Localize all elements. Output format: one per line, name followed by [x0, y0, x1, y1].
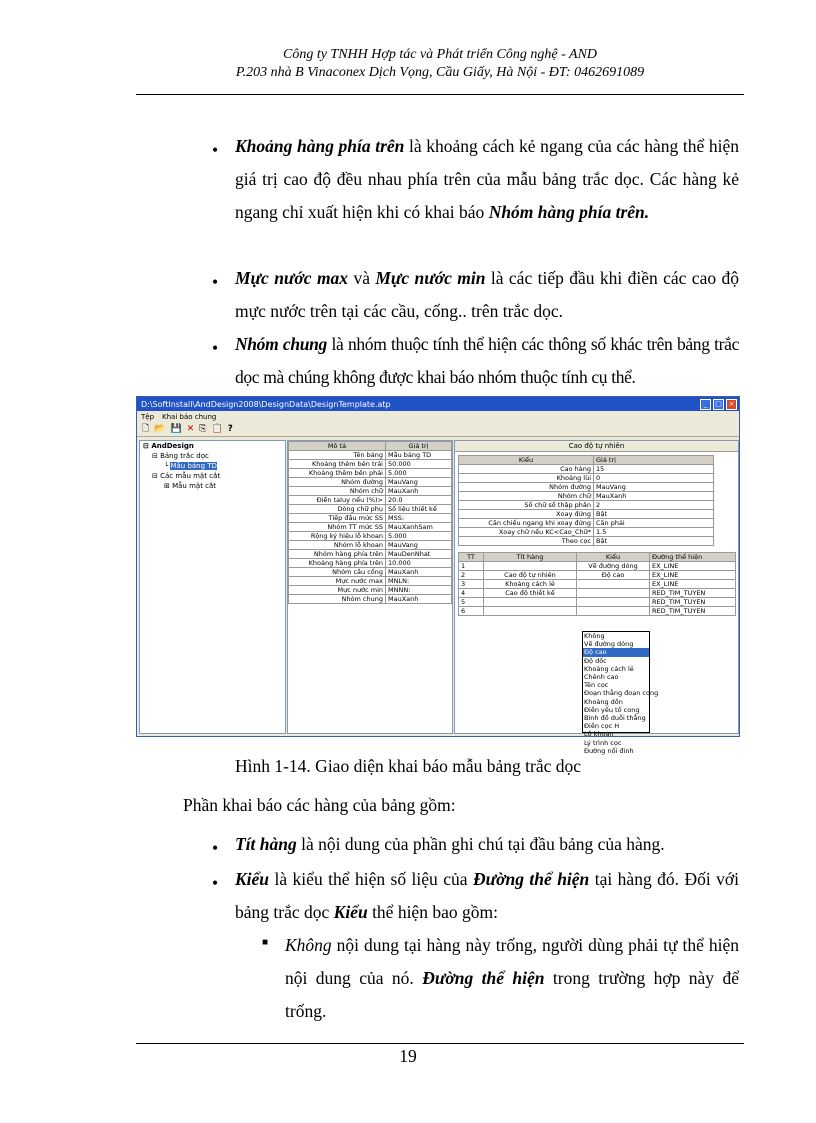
row-number: 4 [459, 589, 484, 598]
property-value[interactable]: MNLN: [386, 577, 452, 586]
detail-label: Nhóm đường [459, 483, 594, 492]
row-line[interactable]: EX_LINE [650, 580, 736, 589]
property-row[interactable] [289, 595, 452, 604]
bullet-tit-hang [235, 828, 739, 861]
bullet-dot: • [212, 873, 219, 893]
property-value[interactable]: MauXanh [386, 487, 452, 496]
header-company: Công ty TNHH Hợp tác và Phát triển Công nghệ - AND [282, 47, 598, 62]
property-row[interactable] [289, 532, 452, 541]
property-value[interactable]: MauXanh [386, 595, 452, 604]
menu-bar [137, 411, 739, 422]
property-value[interactable]: MSS: [386, 514, 452, 523]
row-line[interactable]: RED_TIM_TUYEN [650, 598, 736, 607]
property-value[interactable]: MauXanhSam [386, 523, 452, 532]
menu-general[interactable]: Khai báo chung [162, 412, 217, 421]
bullet-dot: • [212, 140, 219, 160]
detail-row[interactable] [459, 465, 714, 474]
detail-row[interactable] [459, 483, 714, 492]
bullet-muc-nuoc [235, 262, 739, 328]
tree-label: Bảng trắc dọc [160, 452, 209, 460]
property-value[interactable]: MauDenNhat [386, 550, 452, 559]
detail-body [459, 465, 714, 546]
row-number: 1 [459, 562, 484, 571]
detail-value[interactable]: Bật [594, 537, 714, 546]
detail-value[interactable]: Bật [594, 510, 714, 519]
dropdown-option[interactable]: Không [584, 632, 605, 640]
row-line[interactable]: RED_TIM_TUYEN [650, 607, 736, 616]
detail-row[interactable] [459, 501, 714, 510]
row-type[interactable]: Độ cao [577, 571, 650, 580]
property-row[interactable] [289, 487, 452, 496]
property-value[interactable]: Mẫu bảng TD [386, 451, 452, 460]
copy-icon[interactable]: ⎘ [199, 424, 207, 434]
tree-label: Mẫu bảng TD [170, 462, 217, 470]
detail-row[interactable] [459, 492, 714, 501]
col-header: Giá trị [594, 456, 714, 465]
tree-item[interactable]: ⊟ Các mẫu mặt cắt [152, 472, 221, 480]
row-title[interactable]: Khoảng cách lẻ [484, 580, 577, 589]
detail-row[interactable] [459, 519, 714, 528]
tree-item[interactable]: ⊟ Bảng trắc dọc [152, 452, 209, 460]
tree-label: Các mẫu mặt cắt [160, 472, 221, 480]
property-row[interactable] [289, 514, 452, 523]
tree-label: AndDesign [151, 442, 194, 450]
property-label: Nhóm TT mức SS [289, 523, 386, 532]
row-number: 6 [459, 607, 484, 616]
detail-value[interactable]: MauXanh [594, 492, 714, 501]
bullet-nhom-chung [235, 328, 739, 394]
minimize-icon[interactable]: _ [700, 399, 711, 410]
row-line[interactable]: EX_LINE [650, 562, 736, 571]
detail-value[interactable]: 1.5 [594, 528, 714, 537]
row-title[interactable] [484, 598, 577, 607]
rows-body [459, 562, 736, 616]
window-title: D:\SoftInstall\AndDesign2008\DesignData\DesignTemplate.atp [141, 399, 391, 409]
property-value[interactable]: 5.000 [386, 532, 452, 541]
bullet-dot: • [212, 272, 219, 292]
properties-table [288, 441, 452, 604]
tree-label: Mẫu mặt cắt [172, 482, 217, 490]
property-row[interactable] [289, 550, 452, 559]
detail-label: Căn chiều ngang khi xoay đứng [459, 519, 594, 528]
property-value[interactable]: MNNN: [386, 586, 452, 595]
term: Khoảng hàng phía trên [235, 136, 405, 156]
property-label: Tên bảng [289, 451, 386, 460]
property-row[interactable] [289, 460, 452, 469]
row-type[interactable] [577, 607, 650, 616]
text: thể hiện bao gồm: [367, 902, 498, 922]
detail-label: Số chữ số thập phân [459, 501, 594, 510]
header-address: P.203 nhà B Vinaconex Dịch Vọng, Cầu Giấy, Hà Nội - ĐT: 0462691089 [235, 65, 645, 80]
property-row[interactable] [289, 568, 452, 577]
detail-row[interactable] [459, 510, 714, 519]
detail-row[interactable] [459, 537, 714, 546]
intro-text: Phần khai báo các hàng của bảng gồm: [183, 795, 456, 815]
detail-value[interactable]: MauVang [594, 483, 714, 492]
dropdown-option[interactable]: Lỗ khoan [584, 730, 614, 739]
detail-label: Xoay chữ nếu KC<Cao_Chữ* [459, 528, 594, 537]
row-title[interactable]: Cao độ thiết kế [484, 589, 577, 598]
col-header: Giá trị [386, 442, 452, 451]
detail-table [458, 455, 714, 546]
row-type[interactable] [577, 598, 650, 607]
text: và [348, 268, 376, 288]
property-value[interactable]: 20.0 [386, 496, 452, 505]
table-row[interactable] [459, 571, 736, 580]
row-title[interactable] [484, 562, 577, 571]
detail-value[interactable]: 0 [594, 474, 714, 483]
property-row[interactable] [289, 505, 452, 514]
tree-item[interactable]: ⊞ Mẫu mặt cắt [164, 482, 217, 490]
row-type[interactable]: Vẽ đường dóng [577, 562, 650, 571]
row-title[interactable] [484, 607, 577, 616]
property-label: Khoảng hàng phía trên [289, 559, 386, 568]
property-label: Mực nước max [289, 577, 386, 586]
detail-value[interactable]: 2 [594, 501, 714, 510]
term: Nhóm chung [235, 334, 327, 354]
property-row[interactable] [289, 496, 452, 505]
property-label: Tiếp đầu mức SS [289, 514, 386, 523]
row-type[interactable] [577, 580, 650, 589]
property-value[interactable]: 10.000 [386, 559, 452, 568]
table-row[interactable] [459, 607, 736, 616]
property-label: Dòng chữ phụ [289, 505, 386, 514]
col-header: Tít hàng [484, 553, 577, 562]
property-label: Điền taluy nếu (%)> [289, 496, 386, 505]
col-header: Đường thể hiện [650, 553, 736, 562]
property-row[interactable] [289, 541, 452, 550]
property-value[interactable]: 50.000 [386, 460, 452, 469]
footer-rule [136, 1043, 744, 1044]
save-icon[interactable]: 💾 [170, 424, 182, 434]
delete-icon[interactable]: ✕ [186, 424, 195, 434]
property-label: Nhóm lỗ khoan [289, 541, 386, 550]
dropdown-option[interactable]: Lý trình cọc [584, 738, 622, 747]
col-header: Mô tả [289, 442, 386, 451]
row-number: 5 [459, 598, 484, 607]
table-row[interactable] [459, 589, 736, 598]
property-row[interactable] [289, 469, 452, 478]
header-rule [136, 94, 744, 95]
detail-label: Xoay đứng [459, 510, 594, 519]
property-label: Mực nước min [289, 586, 386, 595]
table-row[interactable] [459, 562, 736, 571]
help-icon[interactable]: ? [227, 424, 233, 434]
tree-panel [139, 440, 286, 734]
text: là các tiếp đầu khi điền các cao độ mực nước trên tại các cầu, cống.. trên trắc dọc. [235, 268, 739, 321]
detail-row[interactable] [459, 474, 714, 483]
kieu-dropdown-list[interactable] [582, 631, 659, 755]
table-row[interactable] [459, 598, 736, 607]
dropdown-option[interactable]: Khoảng cách lẻ [584, 664, 634, 673]
row-number: 2 [459, 571, 484, 580]
property-label: Nhóm chung [289, 595, 386, 604]
property-value[interactable]: MauXanh [386, 568, 452, 577]
col-header: TT [459, 553, 484, 562]
detail-value[interactable]: Căn phải [594, 519, 714, 528]
col-header: Kiểu [577, 553, 650, 562]
page-number: 19 [399, 1046, 417, 1066]
property-value[interactable]: MauVang [386, 541, 452, 550]
term: Đường thể hiện [472, 869, 590, 889]
property-row[interactable] [289, 559, 452, 568]
row-line[interactable]: EX_LINE [650, 571, 736, 580]
property-label: Khoảng thêm bên trái [289, 460, 386, 469]
property-label: Nhóm hàng phía trên [289, 550, 386, 559]
dropdown-option[interactable]: Điền yếu tố cong [584, 705, 640, 714]
detail-value[interactable]: 15 [594, 465, 714, 474]
detail-label: Nhóm chữ [459, 492, 594, 501]
property-row[interactable] [289, 478, 452, 487]
text: là nội dung của phần ghi chú tại đầu bảng của hàng. [296, 834, 665, 854]
dropdown-option[interactable]: Vẽ đường dóng [584, 640, 634, 649]
text: tại hàng đó. Đối với bảng trắc dọc [235, 869, 740, 922]
bullet-khoang-hang [235, 130, 739, 229]
property-label: Khoảng thêm bên phải [289, 469, 386, 478]
dropdown-option[interactable]: Khoảng dồn [584, 697, 623, 706]
detail-title: Cao độ tự nhiên [455, 441, 738, 452]
dropdown-option[interactable]: Độ cao [583, 648, 649, 656]
term: Nhóm hàng phía trên. [488, 202, 650, 222]
col-header: Kiểu [459, 456, 594, 465]
bullet-dot: • [212, 338, 219, 358]
dropdown-option[interactable]: Bình đồ duỗi thẳng [584, 714, 646, 723]
term: Tít hàng [235, 834, 297, 854]
property-value[interactable]: MauVang [386, 478, 452, 487]
property-row[interactable] [289, 451, 452, 460]
open-folder-icon[interactable]: 📂 [154, 424, 166, 434]
text: trong trường hợp này để trống. [285, 968, 739, 1021]
text: là nhóm thuộc tính thể hiện các thông số khác trên bảng trắc dọc mà chúng không được khai báo nhóm thuộc tính cụ thể. [235, 334, 739, 387]
term: Kiểu [333, 902, 368, 922]
tree-item-selected[interactable]: └ Mẫu bảng TD [164, 462, 217, 470]
title-bar [137, 397, 739, 411]
property-value[interactable]: 5.000 [386, 469, 452, 478]
property-row[interactable] [289, 523, 452, 532]
property-value[interactable]: Số liệu thiết kế [386, 505, 452, 514]
text: là khoảng cách kẻ ngang của các hàng thể hiện giá trị cao độ đều nhau phía trên của mẫu bảng trắc dọc. Các hàng kẻ ngang chỉ xuất hiện khi có khai báo [235, 136, 739, 222]
row-line[interactable]: RED_TIM_TUYEN [650, 589, 736, 598]
table-row[interactable] [459, 580, 736, 589]
text: nội dung tại hàng này trống, người dùng phải tự thể hiện nội dung của nó. [285, 935, 739, 988]
dropdown-option[interactable]: Đoạn thẳng đoạn cong [584, 689, 659, 698]
dropdown-option[interactable]: Chênh cao [584, 673, 619, 682]
property-label: Nhóm cầu cống [289, 568, 386, 577]
tree-root[interactable]: ⊟ AndDesign [143, 442, 194, 450]
property-row[interactable] [289, 577, 452, 586]
close-icon[interactable]: × [726, 399, 737, 410]
properties-body [289, 451, 452, 604]
dropdown-option[interactable]: Điền cọc H [584, 722, 620, 731]
dropdown-option[interactable]: Đường nối đỉnh [584, 746, 634, 755]
term: Mực nước min [375, 268, 486, 288]
bullet-kieu [235, 863, 739, 929]
paste-icon[interactable]: 📋 [211, 424, 223, 434]
new-file-icon[interactable]: 🗋 [142, 424, 150, 434]
row-type[interactable] [577, 589, 650, 598]
property-label: Rộng ký hiệu lỗ khoan [289, 532, 386, 541]
row-number: 3 [459, 580, 484, 589]
dropdown-option[interactable]: Độ dốc [584, 656, 607, 665]
detail-label: Cao hàng [459, 465, 594, 474]
property-row[interactable] [289, 586, 452, 595]
property-label: Nhóm đường [289, 478, 386, 487]
rows-table [458, 552, 736, 616]
toolbar [137, 422, 739, 437]
property-label: Nhóm chữ [289, 487, 386, 496]
app-window [136, 396, 740, 755]
row-detail-panel [454, 440, 739, 755]
bullet-dot: • [212, 838, 219, 858]
figure-caption: Hình 1-14. Giao diện khai báo mẫu bảng trắc dọc [234, 756, 581, 776]
term: Kiểu [235, 869, 270, 889]
maximize-icon[interactable]: □ [713, 399, 724, 410]
term: Mực nước max [235, 268, 349, 288]
text: là kiểu thể hiện số liệu của [269, 869, 473, 889]
detail-label: Khoảng lùi [459, 474, 594, 483]
term: Không [285, 935, 332, 955]
sub-bullet-khong [285, 929, 739, 1028]
row-title[interactable]: Cao độ tự nhiên [484, 571, 577, 580]
detail-label: Theo cọc [459, 537, 594, 546]
properties-panel [287, 440, 453, 734]
detail-row[interactable] [459, 528, 714, 537]
dropdown-option[interactable]: Tên cọc [584, 681, 609, 690]
menu-file[interactable]: Tệp [141, 412, 155, 421]
square-bullet-icon: ■ [262, 937, 269, 948]
term: Đường thể hiện [422, 968, 545, 988]
